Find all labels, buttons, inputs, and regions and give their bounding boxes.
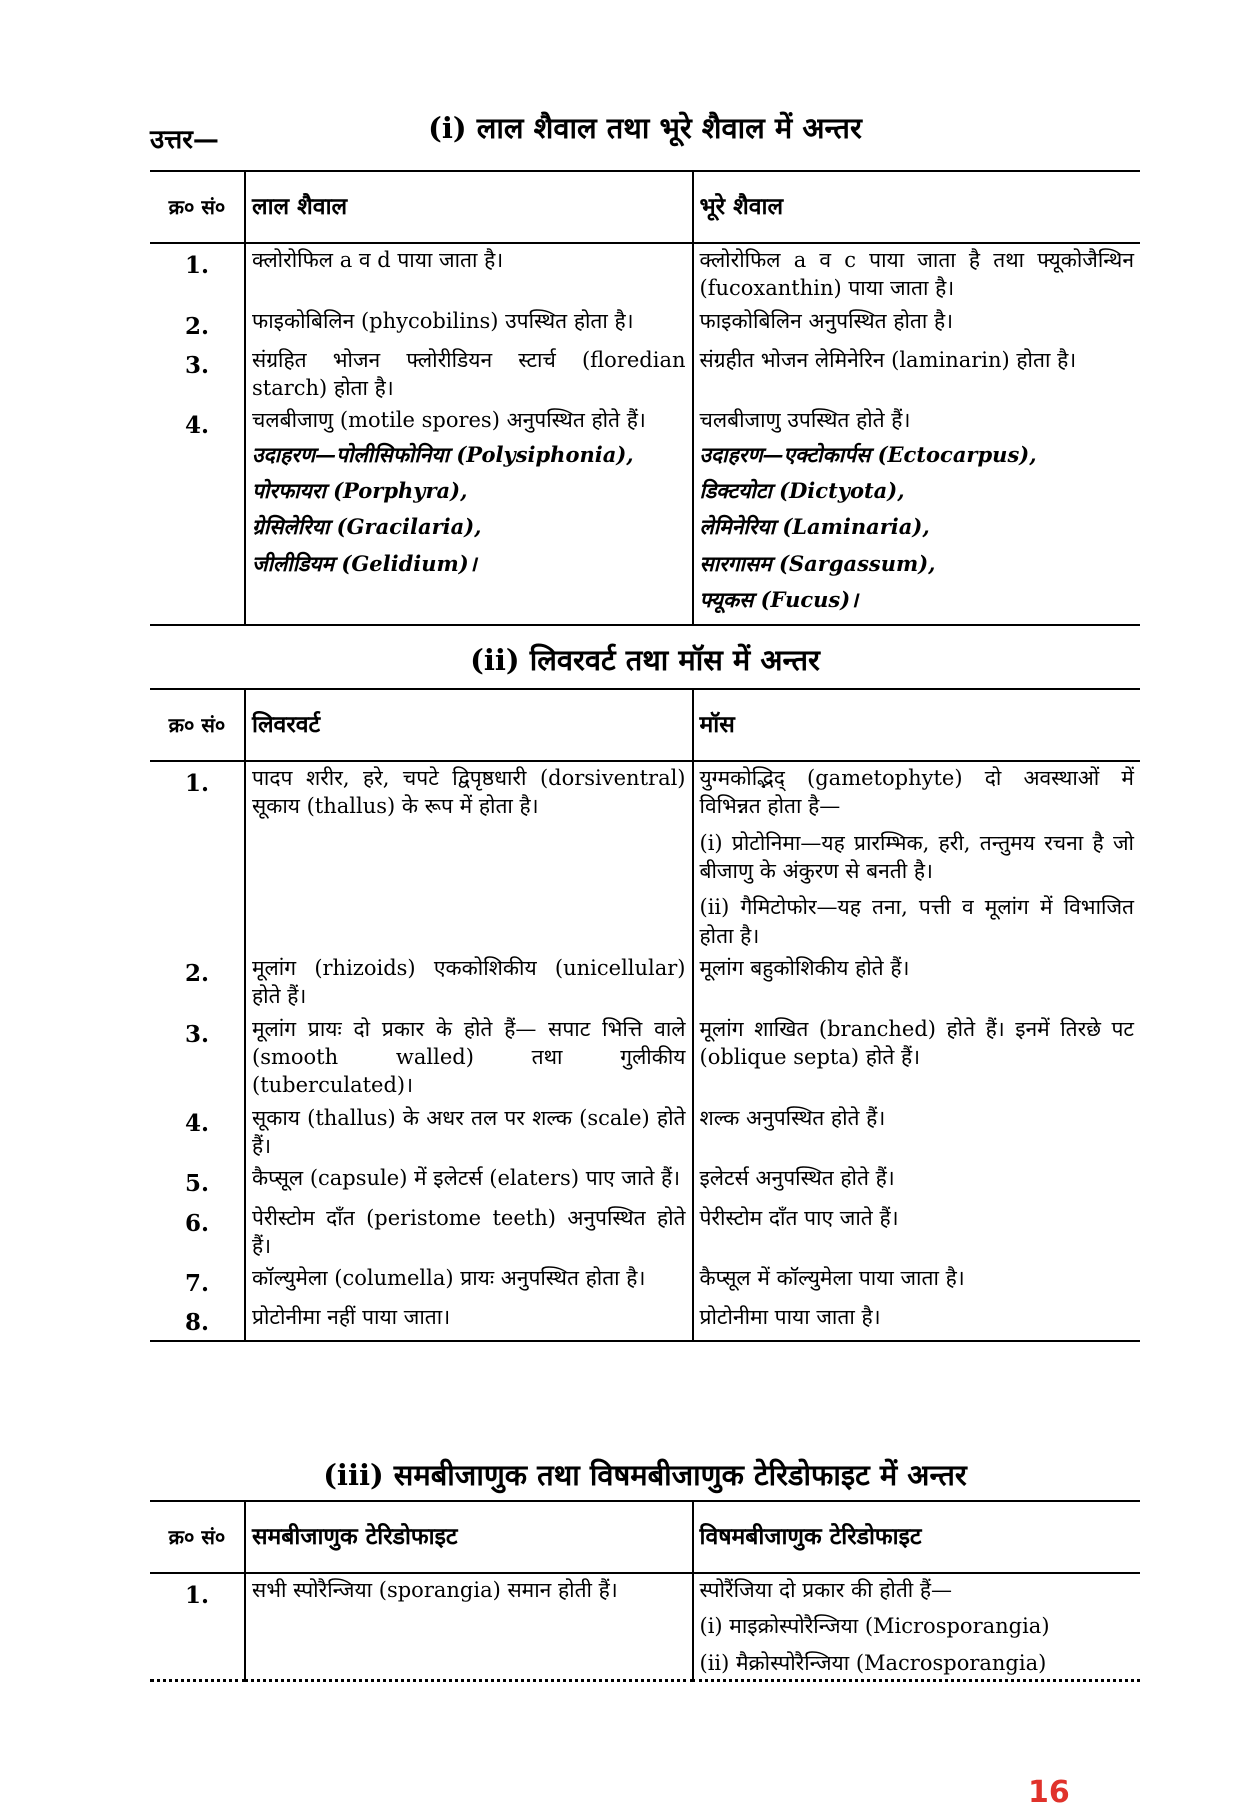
row-cell-left [245,404,693,625]
row-cell-right [693,404,1141,625]
example-item: उदाहरण—एक्टोकार्पस (Ectocarpus), [699,441,1037,467]
row-cell-left: प्रोटोनीमा नहीं पाया जाता। [245,1301,693,1341]
page-number: 16 [1028,1775,1070,1810]
row-cell-left: सभी स्पोरैन्जिया (sporangia) समान होती हैं। [245,1573,693,1681]
row-cell-right: इलेटर्स अनुपस्थित होते हैं। [699,1166,895,1191]
row-cell-right: मूलांग शाखित (branched) होते हैं। इनमें तिरछे पट (oblique septa) होते हैं। [699,1016,1134,1070]
row-text: स्पोरैंजिया दो प्रकार की होती हैं— [699,1578,953,1602]
table-row [150,1573,1140,1681]
row-serial: 4. [184,412,209,440]
example-item: पोरफायरा (Porphyra), [252,478,468,504]
column-header-red-algae: लाल शैवाल [245,171,693,243]
section-title-3: (iii) समबीजाणुक तथा विषमबीजाणुक टेरिडोफाइट में अन्तर [323,1458,967,1492]
table-row [150,761,1140,952]
serial-header: क्र० सं० [168,1525,226,1549]
row-cell-left: संग्रहित भोजन फ्लोरीडियन स्टार्च (floredian starch) होता है। [245,344,693,405]
sub-point: (ii) मैक्रोस्पोरैन्जिया (Macrosporangia) [699,1650,1047,1675]
column-header-heterosporous: विषमबीजाणुक टेरिडोफाइट [699,1523,922,1551]
column-header-brown-algae: भूरे शैवाल [699,193,784,221]
row-cell-right: संग्रहीत भोजन लेमिनेरिन (laminarin) होता है। [699,347,1077,372]
row-serial: 1. [184,1582,209,1609]
row-cell-right: शल्क अनुपस्थित होते हैं। [699,1105,886,1130]
example-item: ग्रेसिलेरिया (Gracilaria), [252,514,482,540]
sub-point: (i) माइक्रोस्पोरैन्जिया (Microsporangia) [699,1614,1050,1639]
row-cell-left: क्लोरोफिल a व d पाया जाता है। [245,243,693,305]
row-text: चलबीजाणु (motile spores) अनुपस्थित होते हैं। [252,408,646,433]
example-item: लेमिनेरिया (Laminaria), [699,514,930,540]
table-header-row [150,689,1140,761]
row-serial: 2. [184,960,209,988]
row-serial: 3. [184,1020,209,1048]
row-serial: 1. [184,252,209,279]
row-cell-right [693,1573,1141,1681]
row-text: युग्मकोद्भिद् (gametophyte) दो अवस्थाओं में विभिन्नत होता है— [699,766,1134,819]
example-item: डिक्टयोटा (Dictyota), [699,478,905,504]
row-serial: 6. [184,1209,209,1237]
row-cell-right: पेरीस्टोम दाँत पाए जाते हैं। [699,1205,899,1230]
row-serial: 2. [184,312,209,340]
row-cell-right: क्लोरोफिल a व c पाया जाता है तथा फ्यूकोजैन्थिन (fucoxanthin) पाया जाता है। [699,248,1134,301]
sub-point: (ii) गैमिटोफोर—यह तना, पत्ती व मूलांग में विभाजित होता है। [699,895,1134,948]
serial-header: क्र० सं० [168,195,226,219]
row-cell-right: प्रोटोनीमा पाया जाता है। [699,1305,881,1330]
row-cell-right [693,761,1141,952]
row-cell-left: पेरीस्टोम दाँत (peristome teeth) अनुपस्थित होते हैं। [245,1202,693,1263]
row-cell-left: कॉल्युमेला (columella) प्रायः अनुपस्थित होता है। [245,1262,693,1301]
table-row [150,1262,1140,1301]
row-cell-right: फाइकोबिलिन अनुपस्थित होता है। [699,308,954,333]
row-cell-right: मूलांग बहुकोशिकीय होते हैं। [699,956,910,981]
examples-brown-algae [700,441,1135,615]
table-row [150,1301,1140,1341]
example-item: फ्यूकस (Fucus)। [699,587,859,613]
row-text: चलबीजाणु उपस्थित होते हैं। [699,408,911,433]
row-serial: 1. [184,770,209,797]
row-cell-left: पादप शरीर, हरे, चपटे द्विपृष्ठधारी (dorsiventral) सूकाय (thallus) के रूप में होता है। [245,761,693,952]
table-header-row [150,171,1140,243]
row-cell-left: फाइकोबिलिन (phycobilins) उपस्थित होता है। [245,305,693,344]
table-row [150,305,1140,344]
table-row [150,1102,1140,1163]
section-title-1: (i) लाल शैवाल तथा भूरे शैवाल में अन्तर [428,111,862,145]
row-cell-left: मूलांग प्रायः दो प्रकार के होते हैं— सपाट भित्ति वाले (smooth walled) तथा गुलीकीय (tuberculated)। [245,1013,693,1102]
row-cell-right: कैप्सूल में कॉल्युमेला पाया जाता है। [699,1266,965,1291]
column-header-liverwort: लिवरवर्ट [245,689,693,761]
comparison-table-2 [150,688,1140,1342]
example-item: सारगासम (Sargassum), [699,550,936,576]
row-serial: 5. [184,1170,209,1198]
example-item: जीलीडियम (Gelidium)। [252,550,477,576]
row-cell-left: मूलांग (rhizoids) एककोशिकीय (unicellular) होते हैं। [245,952,693,1013]
examples-red-algae [252,441,686,578]
row-serial: 7. [184,1270,209,1298]
example-item: उदाहरण—पोलीसिफोनिया (Polysiphonia), [252,441,634,467]
row-serial: 8. [184,1309,209,1337]
row-cell-left: सूकाय (thallus) के अधर तल पर शल्क (scale) होते हैं। [245,1102,693,1163]
table-row [150,404,1140,625]
column-header-moss: मॉस [699,711,735,739]
row-serial: 3. [184,351,209,379]
table-row [150,1162,1140,1201]
table-row [150,1013,1140,1102]
comparison-table-3 [150,1500,1140,1682]
column-header-homosporous: समबीजाणुक टेरिडोफाइट [245,1501,693,1573]
sub-point: (i) प्रोटोनिमा—यह प्रारम्भिक, हरी, तन्तुमय रचना है जो बीजाणु के अंकुरण से बनती है। [699,830,1134,884]
table-row [150,952,1140,1013]
table-header-row [150,1501,1140,1573]
row-serial: 4. [184,1109,209,1137]
answer-label: उत्तर— [150,125,219,155]
row-cell-left: कैप्सूल (capsule) में इलेटर्स (elaters) पाए जाते हैं। [245,1162,693,1201]
comparison-table-1 [150,170,1140,626]
table-row [150,243,1140,305]
section-title-2: (ii) लिवरवर्ट तथा मॉस में अन्तर [470,643,820,677]
table-row [150,1202,1140,1263]
table-row [150,344,1140,405]
serial-header: क्र० सं० [168,713,226,737]
